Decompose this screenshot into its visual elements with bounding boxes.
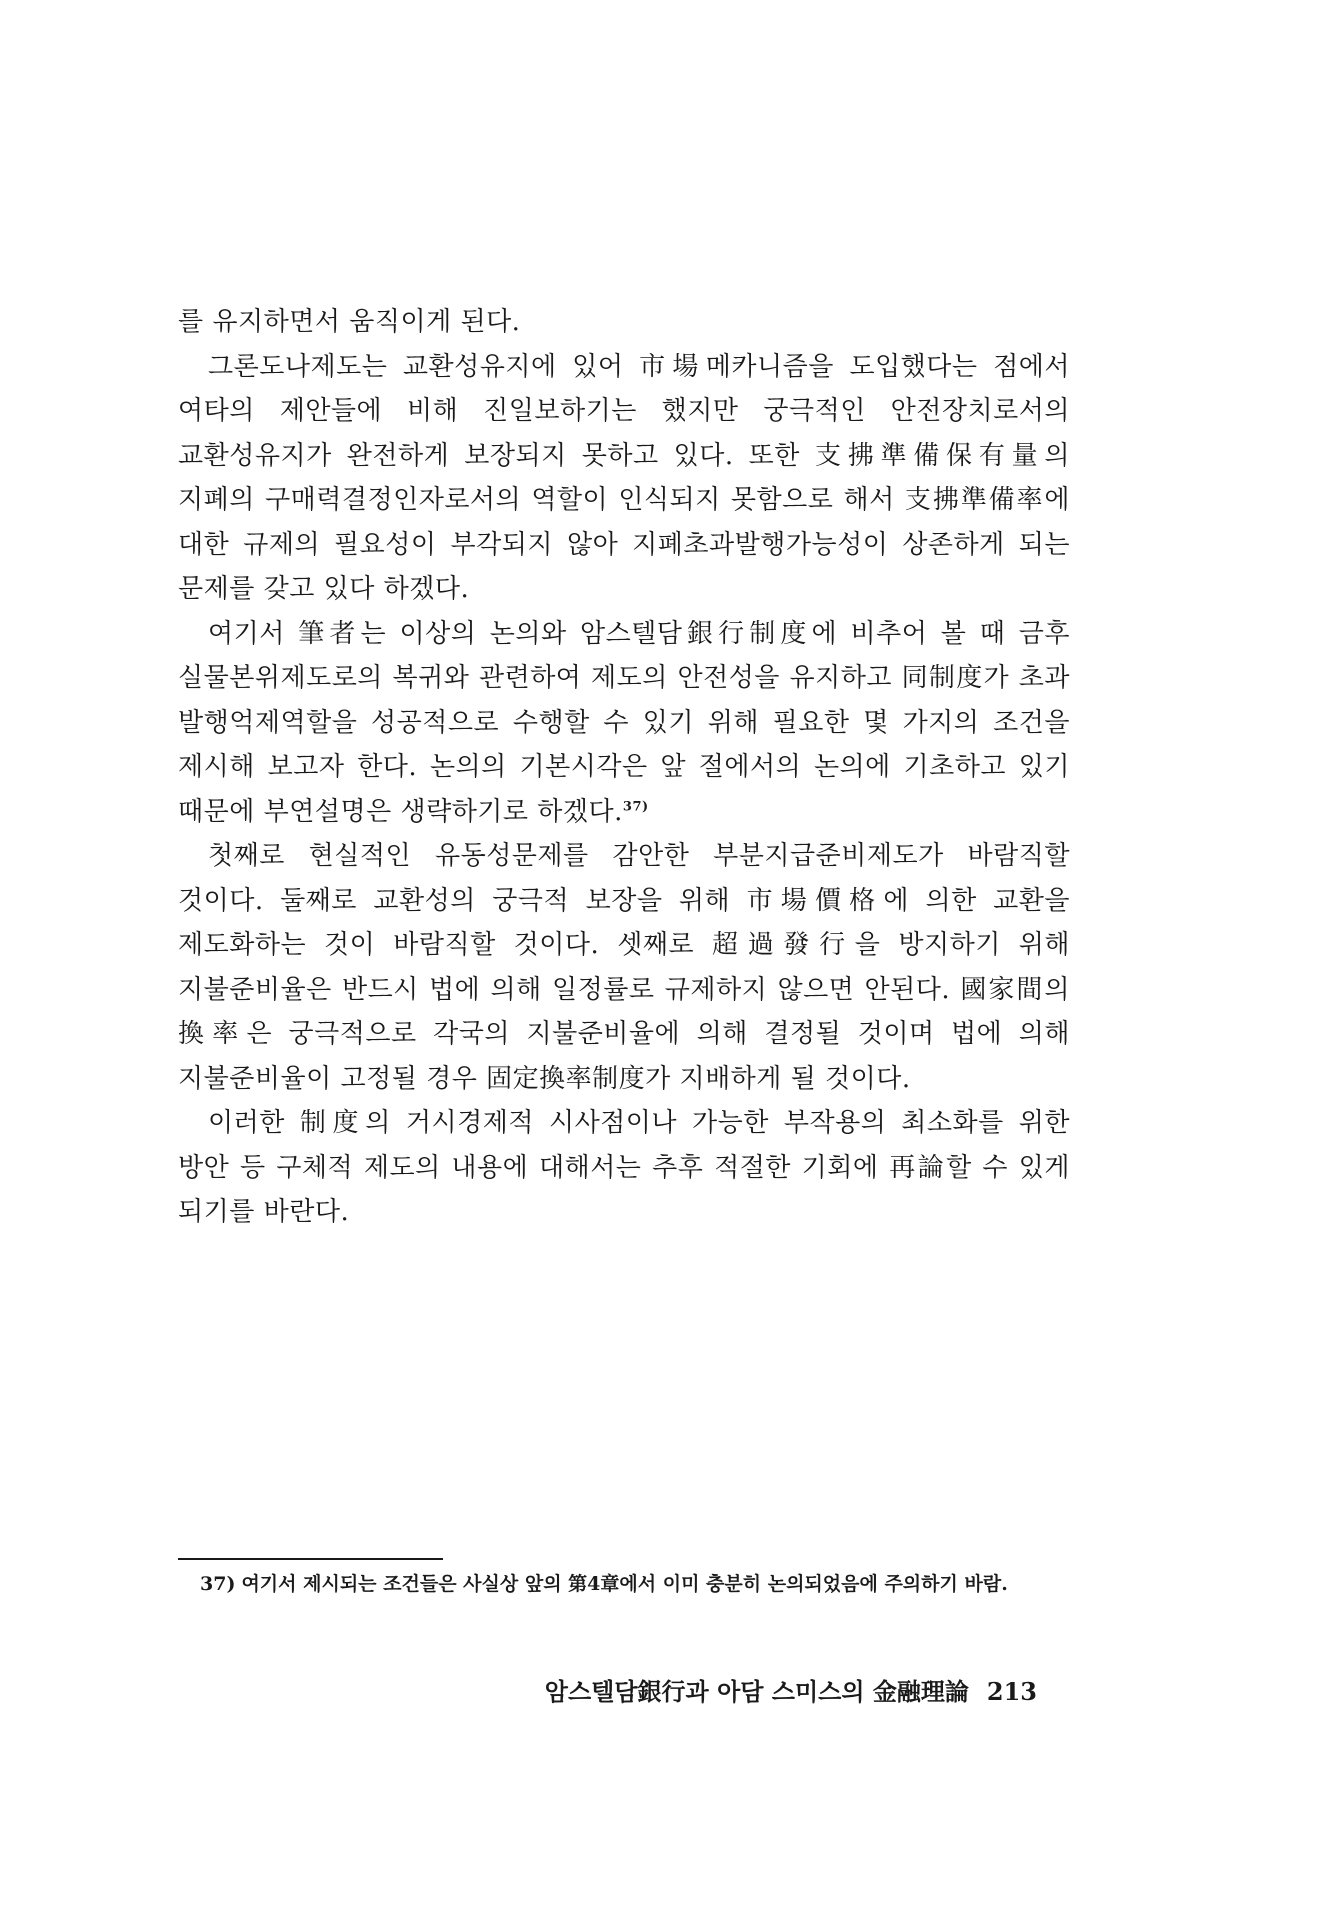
paragraph-continuation: 를 유지하면서 움직이게 된다. <box>178 307 521 337</box>
paragraph-author-conditions <box>178 612 1070 835</box>
footnote-number: 37) <box>200 1573 236 1595</box>
footnote-reference: 37) <box>622 798 649 814</box>
running-title: 암스텔담銀行과 아담 스미스의 金融理論 <box>544 1677 969 1706</box>
paragraph-closing: 이러한 制度의 거시경제적 시사점이나 가능한 부작용의 최소화를 위한 방안 등 구체적 제도의 내용에 대해서는 추후 적절한 기회에 再論할 수 있게 되기를 바란다. <box>178 1108 1070 1227</box>
page-number: 213 <box>986 1677 1037 1706</box>
footnote-divider <box>178 1558 443 1560</box>
paragraph-conditions-list: 첫째로 현실적인 유동성문제를 감안한 부분지급준비제도가 바람직할 것이다. 둘째로 교환성의 궁극적 보장을 위해 市場價格에 의한 교환을 제도화하는 것이 바람직할 것이다. 셋째로 超過發行을 방지하기 위해 지불준비율은 반드시 법에 의해 일정률로 규제하지 않으면 안된다. 國家間의 換率은 궁극적으로 각국의 지불준비율에 의해 결정될 것이며 법에 의해 지불준비율이 고정될 경우 固定換率制度가 지배하게 될 것이다. <box>178 841 1070 1094</box>
running-footer <box>545 1672 1037 1707</box>
paragraph-grondona-system: 그론도나제도는 교환성유지에 있어 市場메카니즘을 도입했다는 점에서 여타의 제안들에 비해 진일보하기는 했지만 궁극적인 안전장치로서의 교환성유지가 완전하게 보장되지 못하고 있다. 또한 支拂準備保有量의 지폐의 구매력결정인자로서의 역할이 인식되지 못함으로 해서 支拂準備率에 대한 규제의 필요성이 부각되지 않아 지폐초과발행가능성이 상존하게 되는 문제를 갖고 있다 하겠다. <box>178 351 1070 604</box>
paragraph-author-conditions-text: 여기서 筆者는 이상의 논의와 암스텔담銀行制度에 비추어 볼 때 금후 실물본위제도로의 복귀와 관련하여 제도의 안전성을 유지하고 同制度가 초과 발행억제역할을 성공적으로 수행할 수 있기 위해 필요한 몇 가지의 조건을 제시해 보고자 한다. 논의의 기본시각은 앞 절에서의 논의에 기초하고 있기 때문에 부연설명은 생략하기로 하겠다. <box>178 618 1070 827</box>
footnote <box>200 1568 1070 1600</box>
body-text <box>178 300 1070 1235</box>
footnote-text: 여기서 제시되는 조건들은 사실상 앞의 第4章에서 이미 충분히 논의되었음에 주의하기 바람. <box>241 1573 1008 1595</box>
